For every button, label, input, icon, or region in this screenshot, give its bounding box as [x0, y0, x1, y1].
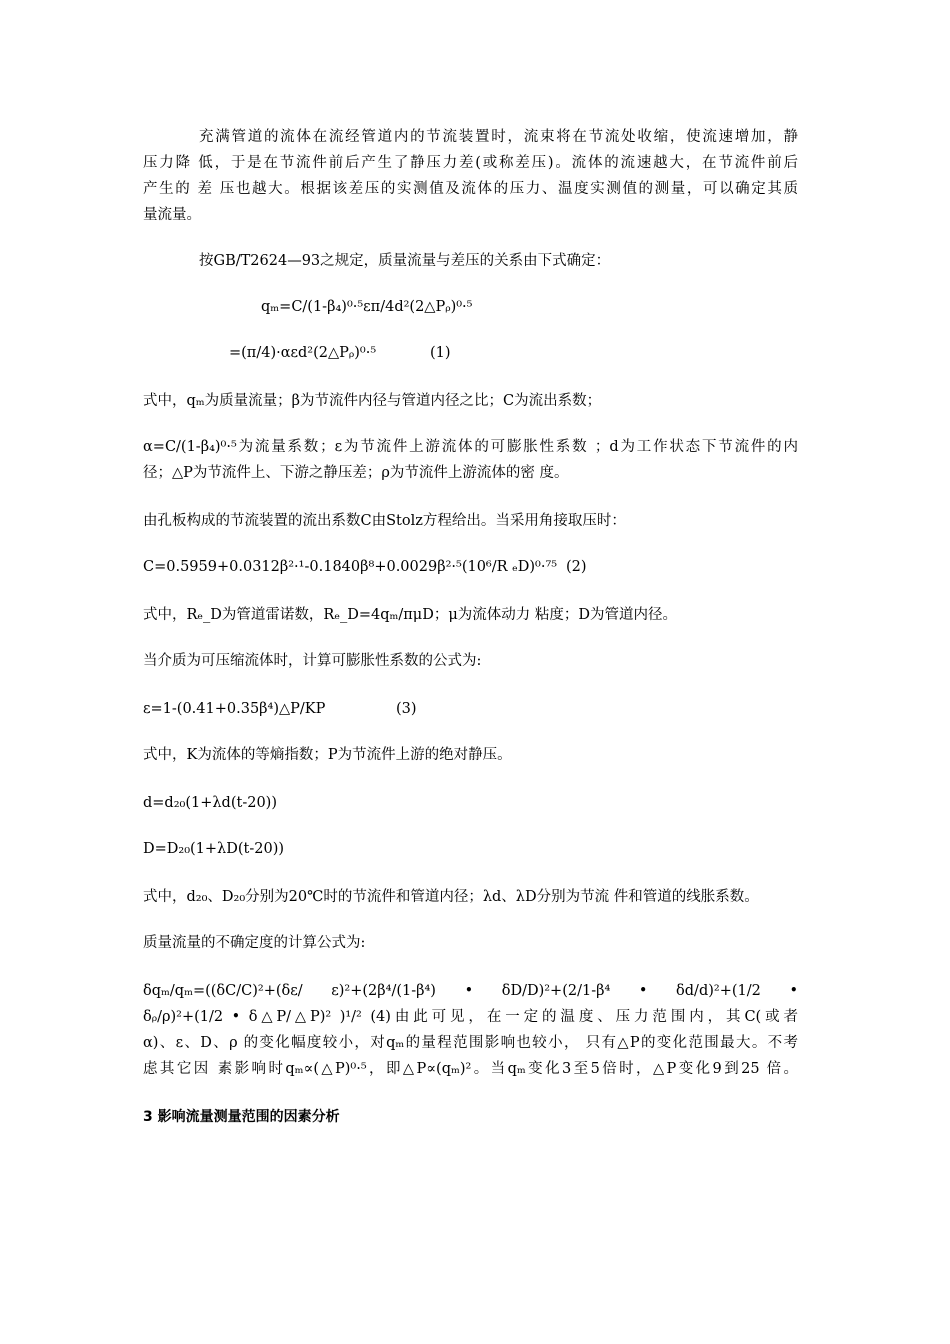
formula-3: ε=1-(0.41+0.35β⁴)△P/KP: [143, 701, 326, 717]
formula-3-number: (3): [396, 701, 417, 717]
formula-d: d=d₂₀(1+λd(t-20)): [143, 795, 277, 811]
intro-line-3: 产生的 差 压也越大。根据该差压的实测值及流体的压力、温度实测值的测量，可以确定其质: [143, 181, 798, 197]
formula-4a: δqₘ/qₘ=((δC/C)²+(δε/ ε)²+(2β⁴/(1-β⁴) • δD/D)²+(2/1-β⁴ • δd/d)²+(1/2 •: [143, 983, 798, 999]
intro-line-4: 量流量。: [143, 207, 201, 223]
formula-4d: 虑其它因 素影响时qₘ∝(△P)⁰·⁵，即△P∝(qₘ)²。当qₘ变化3至5倍时，△P变化9到25 倍。: [143, 1061, 798, 1077]
explain-line-1: 式中，qₘ为质量流量；β为节流件内径与管道内径之比；C为流出系数；: [143, 393, 602, 409]
formula-D: D=D₂₀(1+λD(t-20)): [143, 841, 285, 857]
formula-4c: α)、ε、D、ρ 的变化幅度较小，对qₘ的量程范围影响也较小， 只有△P的变化范围最大。不考: [143, 1035, 798, 1051]
explain-line-4: 式中，K为流体的等熵指数；P为节流件上游的绝对静压。: [143, 747, 512, 763]
standard-sentence: 按GB/T2624—93之规定，质量流量与差压的关系由下式确定：: [199, 253, 611, 269]
section-heading: 3 影响流量测量范围的因素分析: [143, 1109, 340, 1125]
explain-line-5: 式中，d₂₀、D₂₀分别为20℃时的节流件和管道内径；λd、λD分别为节流 件和管道的线胀系数。: [143, 889, 759, 905]
stolz-sentence: 由孔板构成的节流装置的流出系数C由Stolz方程给出。当采用角接取压时：: [143, 513, 626, 529]
explain-line-2b: 径；△P为节流件上、下游之静压差；ρ为节流件上游流体的密 度。: [143, 465, 569, 481]
formula-1a: qₘ=C/(1-β₄)⁰·⁵επ/4d²(2△Pᵨ)⁰·⁵: [261, 299, 473, 315]
formula-2-number: (2): [566, 559, 587, 575]
intro-line-2: 压力降 低，于是在节流件前后产生了静压力差(或称差压)。流体的流速越大，在节流件前后: [143, 155, 798, 171]
compressible-sentence: 当介质为可压缩流体时，计算可膨胀性系数的公式为:: [143, 653, 482, 669]
explain-line-2a: α=C/(1-β₄)⁰·⁵为流量系数；ε为节流件上游流体的可膨胀性系数 ；d为工作状态下节流件的内: [143, 439, 798, 455]
formula-1-number: (1): [430, 345, 451, 361]
explain-line-3: 式中，Rₑ_D为管道雷诺数，Rₑ_D=4qₘ/πμD；μ为流体动力 粘度；D为管道内径。: [143, 607, 677, 623]
formula-1b: =(π/4)·αεd²(2△Pᵨ)⁰·⁵: [229, 345, 377, 361]
formula-2: C=0.5959+0.0312β²·¹-0.1840β⁸+0.0029β²·⁵(10⁶/R ₑD)⁰·⁷⁵: [143, 559, 558, 575]
intro-line-1: 充满管道的流体在流经管道内的节流装置时，流束将在节流处收缩，使流速增加，静: [199, 129, 798, 145]
uncertainty-sentence: 质量流量的不确定度的计算公式为:: [143, 935, 366, 951]
formula-4b: δᵨ/ρ)²+(1/2 • δ△P/△P)² )¹/² (4)由此可见，在一定的温度、压力范围内，其C(或者: [143, 1009, 798, 1025]
